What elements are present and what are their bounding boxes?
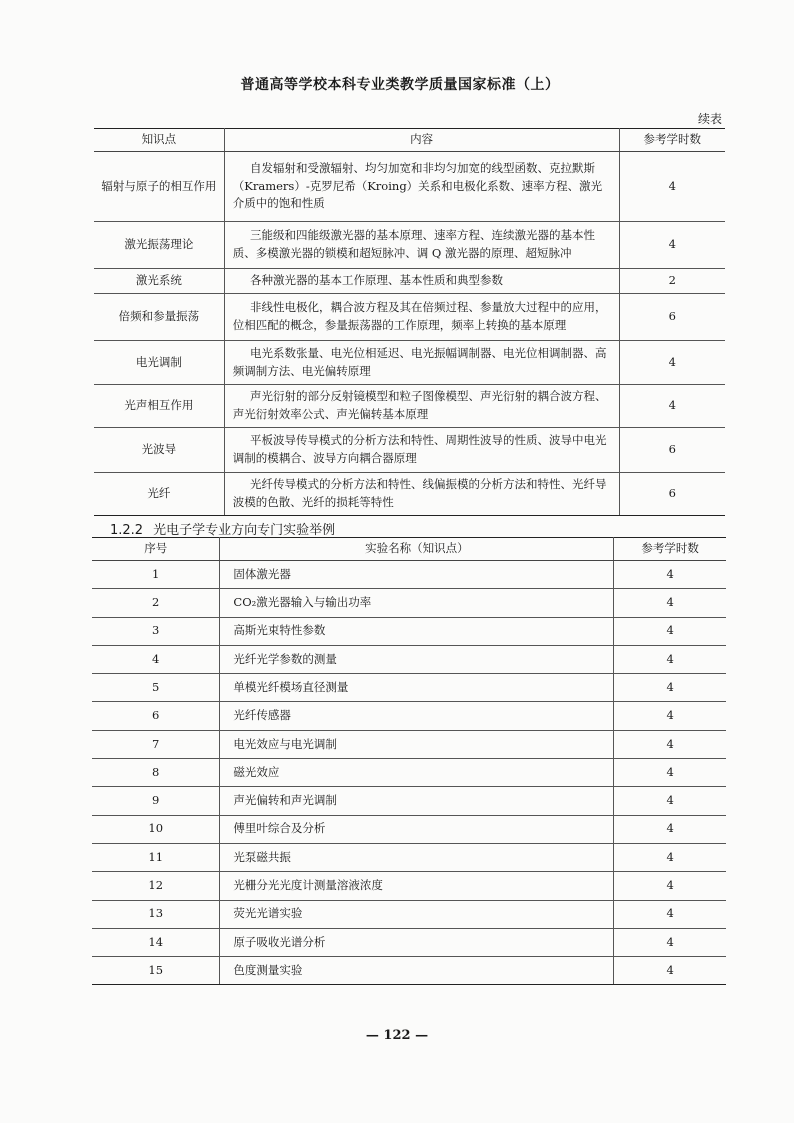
experiment-cell: 固体激光器 xyxy=(220,561,614,589)
table-row xyxy=(92,617,726,645)
table-row xyxy=(92,928,726,956)
table-row xyxy=(92,815,726,843)
topic-cell: 光纤 xyxy=(94,473,224,516)
table-row xyxy=(94,294,725,341)
topic-cell: 激光系统 xyxy=(94,269,224,294)
table-row xyxy=(92,843,726,871)
table-row xyxy=(92,702,726,730)
table-header-row xyxy=(92,538,726,561)
number-cell: 13 xyxy=(92,900,220,928)
number-cell: 11 xyxy=(92,843,220,871)
page-header: 普通高等学校本科专业类教学质量国家标准（上） xyxy=(240,77,560,93)
content-cell: 自发辐射和受激辐射、均匀加宽和非均匀加宽的线型函数、克拉默斯（Kramers）-克罗尼希（Kroing）关系和电极化系数、速率方程、激光介质中的饱和性质 xyxy=(224,152,619,222)
hours-cell: 4 xyxy=(614,645,726,673)
topic-cell: 光声相互作用 xyxy=(94,385,224,428)
hours-cell: 4 xyxy=(614,957,726,985)
section-title: 光电子学专业方向专门实验举例 xyxy=(153,523,336,538)
experiment-cell: 原子吸收光谱分析 xyxy=(220,928,614,956)
section-heading xyxy=(110,519,335,538)
hours-cell: 4 xyxy=(614,787,726,815)
hours-cell: 4 xyxy=(614,843,726,871)
table-row xyxy=(94,222,725,269)
experiment-cell: CO₂激光器输入与输出功率 xyxy=(220,589,614,617)
number-cell: 14 xyxy=(92,928,220,956)
content-cell: 三能级和四能级激光器的基本原理、速率方程、连续激光器的基本性质、多模激光器的锁模和超短脉冲、调 Q 激光器的原理、超短脉冲 xyxy=(224,222,619,269)
number-cell: 5 xyxy=(92,674,220,702)
hours-cell: 6 xyxy=(619,428,725,473)
column-header-experiment: 实验名称（知识点） xyxy=(220,538,614,561)
hours-cell: 4 xyxy=(614,815,726,843)
experiment-cell: 色度测量实验 xyxy=(220,957,614,985)
hours-cell: 6 xyxy=(619,294,725,341)
experiment-cell: 光泵磁共振 xyxy=(220,843,614,871)
hours-cell: 4 xyxy=(619,341,725,385)
topic-cell: 辐射与原子的相互作用 xyxy=(94,152,224,222)
number-cell: 7 xyxy=(92,730,220,758)
topic-cell: 电光调制 xyxy=(94,341,224,385)
number-cell: 9 xyxy=(92,787,220,815)
content-cell: 平板波导传导模式的分析方法和特性、周期性波导的性质、波导中电光调制的模耦合、波导方向耦合器原理 xyxy=(224,428,619,473)
content-cell: 声光衍射的部分反射镜模型和粒子图像模型、声光衍射的耦合波方程、声光衍射效率公式、声光偏转基本原理 xyxy=(224,385,619,428)
hours-cell: 4 xyxy=(614,589,726,617)
topic-cell: 光波导 xyxy=(94,428,224,473)
hours-cell: 4 xyxy=(619,222,725,269)
content-cell: 电光系数张量、电光位相延迟、电光振幅调制器、电光位相调制器、高频调制方法、电光偏转原理 xyxy=(224,341,619,385)
experiment-cell: 光纤传感器 xyxy=(220,702,614,730)
number-cell: 4 xyxy=(92,645,220,673)
table-row xyxy=(92,957,726,985)
hours-cell: 6 xyxy=(619,473,725,516)
section-number: 1.2.2 xyxy=(110,523,144,538)
column-header-hours: 参考学时数 xyxy=(614,538,726,561)
table-row xyxy=(94,473,725,516)
table-row xyxy=(92,730,726,758)
table-row xyxy=(92,872,726,900)
table-row xyxy=(94,152,725,222)
table-row xyxy=(92,787,726,815)
experiment-cell: 电光效应与电光调制 xyxy=(220,730,614,758)
number-cell: 10 xyxy=(92,815,220,843)
hours-cell: 2 xyxy=(619,269,725,294)
number-cell: 1 xyxy=(92,561,220,589)
hours-cell: 4 xyxy=(614,759,726,787)
experiment-cell: 光栅分光光度计测量溶液浓度 xyxy=(220,872,614,900)
knowledge-table xyxy=(94,128,725,516)
table-row xyxy=(92,759,726,787)
hours-cell: 4 xyxy=(614,561,726,589)
column-header-number: 序号 xyxy=(92,538,220,561)
experiment-cell: 声光偏转和声光调制 xyxy=(220,787,614,815)
experiment-cell: 高斯光束特性参数 xyxy=(220,617,614,645)
topic-cell: 激光振荡理论 xyxy=(94,222,224,269)
table-row xyxy=(94,269,725,294)
table-row xyxy=(92,674,726,702)
column-header-hours: 参考学时数 xyxy=(619,129,725,152)
content-cell: 各种激光器的基本工作原理、基本性质和典型参数 xyxy=(224,269,619,294)
experiment-cell: 光纤光学参数的测量 xyxy=(220,645,614,673)
hours-cell: 4 xyxy=(619,385,725,428)
content-cell: 光纤传导模式的分析方法和特性、线偏振模的分析方法和特性、光纤导波模的色散、光纤的损耗等特性 xyxy=(224,473,619,516)
number-cell: 15 xyxy=(92,957,220,985)
experiment-cell: 单模光纤模场直径测量 xyxy=(220,674,614,702)
hours-cell: 4 xyxy=(614,900,726,928)
table-header-row xyxy=(94,129,725,152)
number-cell: 8 xyxy=(92,759,220,787)
table-row xyxy=(92,900,726,928)
table-row xyxy=(94,341,725,385)
table-row xyxy=(94,428,725,473)
experiments-table xyxy=(92,537,726,985)
number-cell: 6 xyxy=(92,702,220,730)
experiment-cell: 傅里叶综合及分析 xyxy=(220,815,614,843)
page-number: — 122 — xyxy=(365,1028,429,1043)
continued-label: 续表 xyxy=(697,112,722,126)
content-cell: 非线性电极化，耦合波方程及其在倍频过程、参量放大过程中的应用，位相匹配的概念，参量振荡器的工作原理，频率上转换的基本原理 xyxy=(224,294,619,341)
hours-cell: 4 xyxy=(614,730,726,758)
hours-cell: 4 xyxy=(619,152,725,222)
hours-cell: 4 xyxy=(614,872,726,900)
table-row xyxy=(92,589,726,617)
experiment-cell: 磁光效应 xyxy=(220,759,614,787)
column-header-content: 内容 xyxy=(224,129,619,152)
number-cell: 3 xyxy=(92,617,220,645)
topic-cell: 倍频和参量振荡 xyxy=(94,294,224,341)
hours-cell: 4 xyxy=(614,702,726,730)
table-row xyxy=(92,561,726,589)
number-cell: 2 xyxy=(92,589,220,617)
table-row xyxy=(94,385,725,428)
hours-cell: 4 xyxy=(614,928,726,956)
hours-cell: 4 xyxy=(614,617,726,645)
column-header-topic: 知识点 xyxy=(94,129,224,152)
experiment-cell: 荧光光谱实验 xyxy=(220,900,614,928)
hours-cell: 4 xyxy=(614,674,726,702)
number-cell: 12 xyxy=(92,872,220,900)
table-row xyxy=(92,645,726,673)
